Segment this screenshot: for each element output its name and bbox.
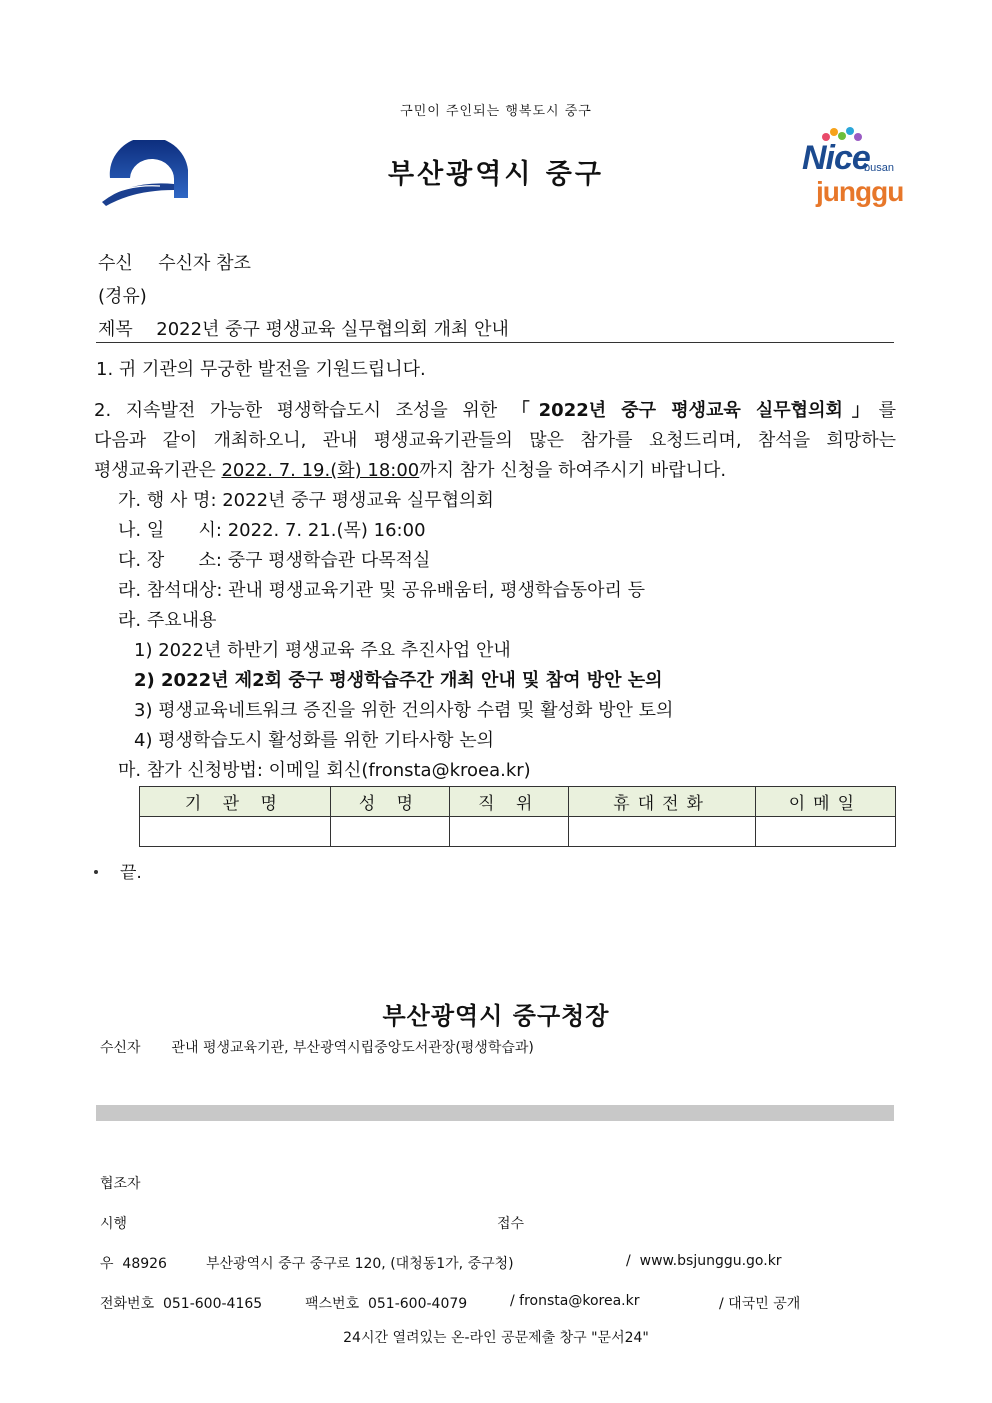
end-mark: 끝. — [120, 863, 142, 883]
table-header-email: 이메일 — [755, 787, 895, 817]
paragraph-2-line-3 — [94, 456, 726, 482]
item-application-method: 마. 참가 신청방법: 이메일 회신(fronsta@kroea.kr) — [118, 760, 531, 781]
item-datetime: 나. 일 시: 2022. 7. 21.(목) 16:00 — [118, 520, 426, 541]
p2-line3-prefix: 평생교육기관은 — [94, 460, 216, 481]
enforce-label: 시행 — [100, 1216, 128, 1232]
subject-line — [98, 315, 509, 341]
website-link[interactable]: / www.bsjunggu.go.kr — [626, 1253, 782, 1269]
table-header-org: 기 관 명 — [140, 787, 331, 817]
recipients-line — [100, 1037, 534, 1057]
header-slogan: 구민이 주인되는 행복도시 중구 — [400, 104, 592, 119]
subject-value: 2022년 중구 평생교육 실무협의회 개최 안내 — [156, 319, 509, 340]
receipt-label: 접수 — [497, 1216, 525, 1232]
table-header-position: 직 위 — [450, 787, 569, 817]
table-header-mobile: 휴대전화 — [569, 787, 755, 817]
table-cell-email — [755, 817, 895, 847]
sender-signature: 부산광역시 중구청장 — [382, 1002, 610, 1030]
p2-line1-prefix: 2. 지속발전 가능한 평생학습도시 조성을 위한 — [94, 400, 498, 421]
logo-nice-text: Nice — [802, 139, 870, 177]
item-main-content: 라. 주요내용 — [118, 610, 217, 631]
recipient-value: 수신자 참조 — [158, 253, 251, 274]
recipient-label: 수신 — [98, 253, 133, 274]
paragraph-1: 1. 귀 기관의 무궁한 발전을 기원드립니다. — [96, 359, 426, 380]
application-form-table — [139, 786, 896, 847]
logo-busan-text: busan — [864, 162, 894, 174]
organization-title: 부산광역시 중구 — [388, 159, 604, 190]
bullet-dot — [94, 870, 98, 874]
phone-number: 전화번호 051-600-4165 — [100, 1296, 263, 1312]
paragraph-2-line-2: 다음과 같이 개최하오니, 관내 평생교육기관들의 많은 참가를 요청드리며, 참석을 희망하는 — [94, 430, 896, 451]
public-disclosure: / 대국민 공개 — [719, 1296, 801, 1312]
logo-junggu-text: junggu — [816, 176, 904, 207]
agenda-item-4: 4) 평생학습도시 활성화를 위한 기타사항 논의 — [134, 730, 495, 751]
agenda-item-2: 2) 2022년 제2회 중구 평생학습주간 개최 안내 및 참여 방안 논의 — [134, 670, 663, 691]
item-attendees: 라. 참석대상: 관내 평생교육기관 및 공유배움터, 평생학습동아리 등 — [118, 580, 646, 601]
recipients-label: 수신자 — [100, 1040, 141, 1056]
cooperator-label: 협조자 — [100, 1176, 141, 1192]
nice-junggu-logo — [798, 126, 904, 218]
table-header-row — [140, 787, 896, 817]
via-line: (경유) — [98, 286, 147, 307]
subject-divider — [96, 342, 894, 343]
table-header-name: 성 명 — [330, 787, 449, 817]
recipient-line — [98, 249, 251, 275]
contact-email[interactable]: / fronsta@korea.kr — [510, 1293, 640, 1309]
event-title: 「2022년 중구 평생교육 실무협의회」 — [511, 400, 879, 421]
footer-divider-bar — [96, 1105, 894, 1121]
table-cell-name — [330, 817, 449, 847]
fax-number: 팩스번호 051-600-4079 — [305, 1296, 468, 1312]
recipients-value: 관내 평생교육기관, 부산광역시립중앙도서관장(평생학습과) — [171, 1040, 534, 1056]
subject-label: 제목 — [98, 319, 133, 340]
agenda-item-1: 1) 2022년 하반기 평생교육 주요 추진사업 안내 — [134, 640, 511, 661]
table-cell-mobile — [569, 817, 755, 847]
table-row — [140, 817, 896, 847]
p2-line3-suffix: 까지 참가 신청을 하여주시기 바랍니다. — [419, 460, 727, 481]
postal-code: 우 48926 — [100, 1256, 167, 1272]
office-address: 부산광역시 중구 중구로 120, (대청동1가, 중구청) — [206, 1256, 514, 1272]
footer-slogan: 24시간 열려있는 온-라인 공문제출 창구 "문서24" — [343, 1330, 649, 1346]
p2-line1-suffix: 를 — [878, 400, 896, 421]
paragraph-2-line-1 — [94, 396, 896, 422]
item-event-name: 가. 행 사 명: 2022년 중구 평생교육 실무협의회 — [118, 490, 494, 511]
agenda-item-3: 3) 평생교육네트워크 증진을 위한 건의사항 수렴 및 활성화 방안 토의 — [134, 700, 674, 721]
item-venue: 다. 장 소: 중구 평생학습관 다목적실 — [118, 550, 431, 571]
table-cell-org — [140, 817, 331, 847]
application-deadline: 2022. 7. 19.(화) 18:00 — [221, 460, 420, 481]
table-cell-position — [450, 817, 569, 847]
